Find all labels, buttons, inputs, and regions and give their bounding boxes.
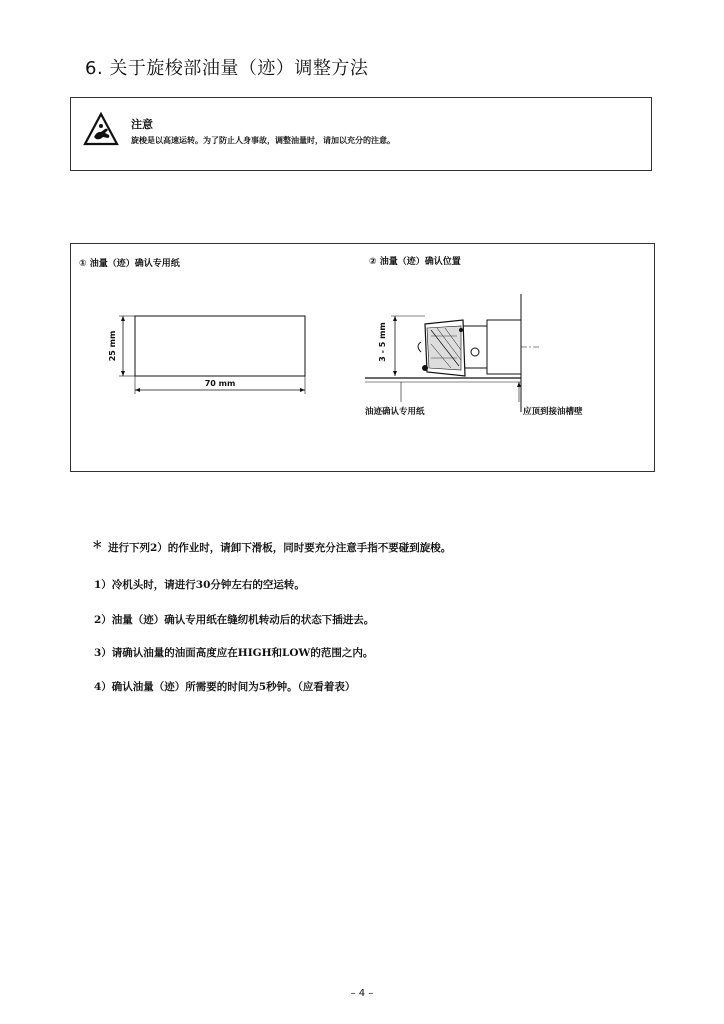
position-figure-label: ② 油量（迹）确认位置 [369, 257, 461, 267]
height-dimension-label: 25 mm [108, 330, 117, 362]
paper-figure-label: ① 油量（迹）确认专用纸 [79, 259, 180, 269]
note-item-3: 3）请确认油量的油面高度应在HIGH和LOW的范围之内。 [94, 647, 374, 659]
page-title: 6. 关于旋梭部油量（迹）调整方法 [85, 58, 369, 79]
note-star: ＊ [92, 539, 103, 551]
figure-box [70, 243, 655, 472]
hand-caution-icon [83, 112, 119, 150]
page-number: – 4 – [350, 988, 374, 999]
width-dimension-label: 70 mm [204, 379, 236, 388]
paper-callout: 油迹确认专用纸 [365, 407, 425, 417]
paper-dimension-drawing [101, 304, 311, 404]
gap-dimension-label: 3 - 5 mm [378, 322, 387, 362]
note-item-4: 4）确认油量（迹）所需要的时间为5秒钟。（应看着表） [94, 681, 356, 693]
note-item-2: 2）油量（迹）确认专用纸在缝纫机转动后的状态下插进去。 [94, 614, 375, 626]
note-item-1: 1）冷机头时，请进行30分钟左右的空运转。 [94, 579, 305, 591]
note-intro: 进行下列2）的作业时，请卸下滑板，同时要充分注意手指不要碰到旋梭。 [108, 542, 452, 554]
caution-text: 旋梭是以高速运转。为了防止人身事故，调整油量时，请加以充分的注意。 [131, 136, 395, 145]
caution-box [70, 97, 652, 171]
hook-position-drawing [361, 284, 641, 434]
caution-heading: 注意 [131, 118, 153, 131]
wall-callout: 应顶到接油槽壁 [523, 407, 583, 417]
